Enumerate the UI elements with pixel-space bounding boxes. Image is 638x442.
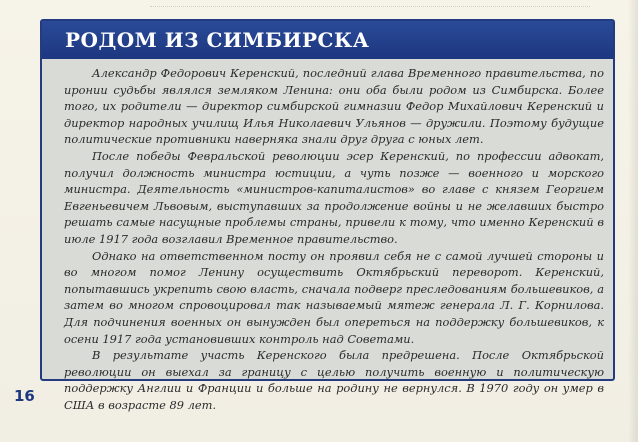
paragraph-3: Однако на ответственном посту он проявил себя не с самой лучшей стороны и во многом помог Ленину осуществить Октябрьский переворот. Керенский, попытавшись укрепить свою власть, сначала подверг преследованиям большевиков, а затем во многом спровоцировал так называемый мятеж генерала Л. Г. Корнилова. Для подчинения военных он вынужден был опереться на поддержку большевиков, к осени 1917 года установивших контроль над Советами. <box>64 248 604 346</box>
box-title: РОДОМ ИЗ СИМБИРСКА <box>65 28 370 52</box>
page-edge-shadow <box>628 0 638 442</box>
box-body <box>64 65 604 413</box>
page-number: 16 <box>14 387 35 405</box>
sidebar-box <box>40 19 615 412</box>
paragraph-4: В результате участь Керенского была предрешена. После Октябрьской революции он выехал за границу с целью получить военную и политическую поддержку Англии и Франции и больше на родину не вернулся. В 1970 году он умер в США в возрасте 89 лет. <box>64 348 604 412</box>
box-header <box>42 21 613 59</box>
top-edge-marks <box>150 0 590 7</box>
paragraph-1: Александр Федорович Керенский, последний глава Временного правительства, по иронии судьбы являлся земляком Ленина: они оба были родом из Симбирска. Более того, их родители — директор симбирской гимназии Федор Михайлович Керенский и директор народных училищ Илья Николаевич Ульянов — дружили. Поэтому будущие политические противники наверняка знали друг друга с юных лет. <box>64 66 604 147</box>
paragraph-2: После победы Февральской революции эсер Керенский, по профессии адвокат, получил должность министра юстиции, а чуть позже — военного и морского министра. Деятельность «министров-капиталистов» во главе с князем Георгием Евгеньевичем Львовым, выступавших за продолжение войны и не желавших быстро решать самые насущные проблемы страны, привели к тому, что именно Керенский в июле 1917 года возглавил Временное правительство. <box>64 148 604 246</box>
